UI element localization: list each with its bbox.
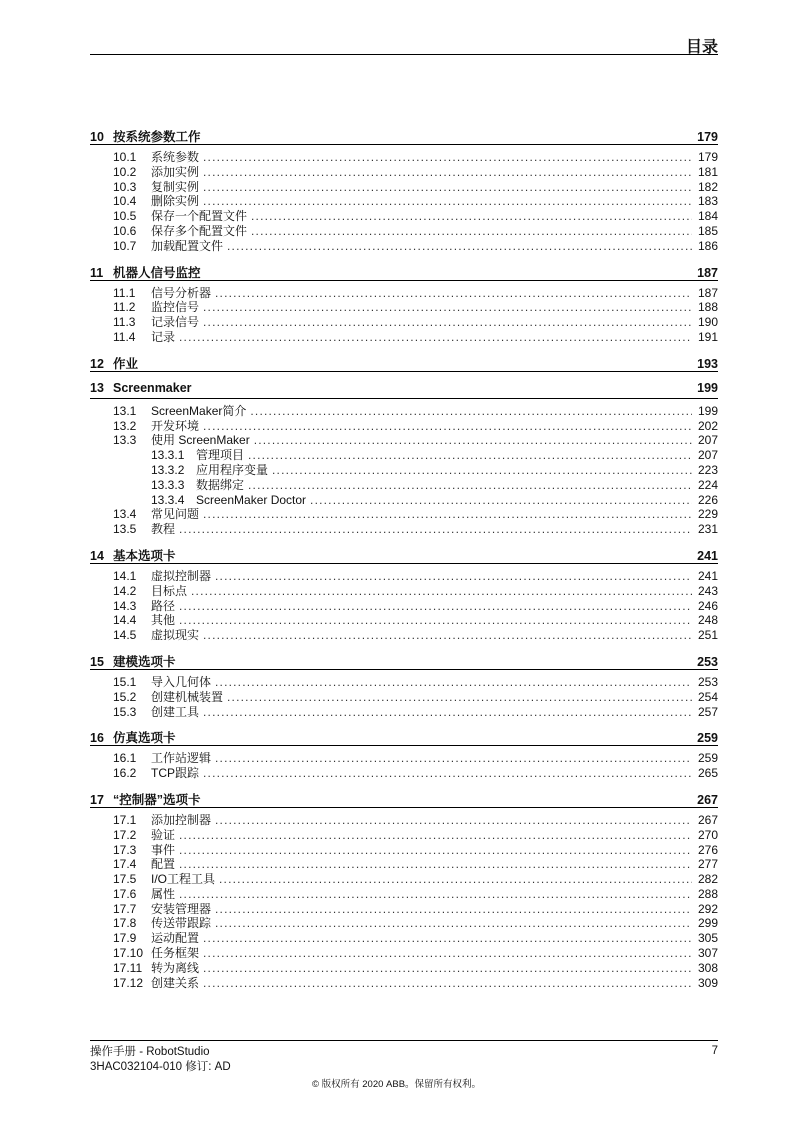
entry-title: 其他	[151, 613, 176, 628]
entry-title: 保存多个配置文件	[151, 223, 248, 238]
toc-entry-link[interactable]	[90, 843, 718, 858]
entry-title: I/O工程工具	[151, 872, 216, 887]
entry-page: 305	[697, 931, 718, 946]
entry-page: 188	[697, 300, 718, 315]
entry-page: 185	[697, 223, 718, 238]
toc-entry-link[interactable]	[90, 239, 718, 254]
entry-page: 202	[697, 418, 718, 433]
entry-title: 目标点	[151, 583, 188, 598]
chapter-title: 作业	[113, 356, 139, 371]
entry-number: 11.2	[113, 300, 136, 315]
toc-entry-link[interactable]	[90, 584, 718, 599]
chapter-number: 12	[90, 356, 104, 371]
toc-entry-link[interactable]	[90, 300, 718, 315]
dot-leader	[179, 843, 692, 858]
entry-page: 243	[697, 583, 718, 598]
entry-title: 监控信号	[151, 300, 200, 315]
toc-entry-link[interactable]	[90, 902, 718, 917]
toc-entry-link[interactable]	[90, 613, 718, 628]
dot-leader	[179, 828, 692, 843]
toc-entry-link[interactable]	[90, 224, 718, 239]
entry-page: 246	[697, 598, 718, 613]
chapter-number: 17	[90, 792, 104, 807]
chapter-number: 13	[90, 380, 104, 395]
toc-entry-link[interactable]	[90, 946, 718, 961]
toc-entry-link[interactable]	[90, 599, 718, 614]
toc-entry-link[interactable]	[90, 522, 718, 537]
chapter-heading-link[interactable]	[90, 790, 718, 808]
entry-number: 15.3	[113, 704, 137, 719]
toc-entry-link[interactable]	[90, 448, 718, 463]
copyright-notice: © 版权所有 2020 ABB。保留所有权利。	[311, 1079, 482, 1090]
entry-title: ScreenMaker Doctor	[196, 492, 307, 507]
dot-leader	[203, 961, 692, 976]
entry-page: 181	[697, 164, 718, 179]
entry-title: 创建关系	[151, 975, 200, 990]
document-id: 3HAC032104-010 修订: AD	[90, 1061, 231, 1073]
dot-leader	[215, 751, 692, 766]
entry-number: 15.2	[113, 689, 137, 704]
chapter-title: 按系统参数工作	[113, 130, 201, 144]
entry-number: 17.8	[113, 916, 137, 931]
entry-title: 加载配置文件	[151, 238, 224, 253]
dot-leader	[203, 180, 692, 195]
toc-entry-link[interactable]	[90, 857, 718, 872]
entry-page: 276	[697, 842, 718, 857]
toc-entry-link[interactable]	[90, 690, 718, 705]
entry-page: 292	[697, 901, 718, 916]
entry-title: 管理项目	[196, 448, 245, 463]
toc-entry-link[interactable]	[90, 433, 718, 448]
toc-chapter	[90, 728, 718, 781]
manual-title: 操作手册 - RobotStudio	[90, 1046, 210, 1058]
entry-number: 10.6	[113, 223, 137, 238]
dot-leader	[203, 315, 692, 330]
entry-title: 事件	[151, 842, 176, 857]
entry-page: 182	[697, 179, 718, 194]
entry-page: 270	[697, 827, 718, 842]
entry-number: 17.10	[113, 946, 144, 961]
toc-chapter	[90, 354, 718, 372]
chapter-heading-link[interactable]	[90, 652, 718, 670]
entry-number: 14.1	[113, 568, 137, 583]
entry-page: 307	[697, 946, 718, 961]
entry-title: 信号分析器	[151, 285, 212, 300]
chapter-title: 建模选项卡	[113, 654, 176, 669]
toc-entry-link[interactable]	[90, 493, 718, 508]
entry-title: 虚拟控制器	[151, 568, 212, 583]
entry-page: 241	[697, 568, 718, 583]
entry-title: 任务框架	[151, 946, 200, 961]
entry-title: 系统参数	[151, 150, 200, 164]
toc-chapter	[90, 263, 718, 345]
entry-number: 17.3	[113, 842, 137, 857]
page-header	[90, 30, 718, 55]
entry-title: 应用程序变量	[196, 462, 269, 477]
entry-page: 229	[697, 507, 718, 522]
entry-page: 248	[697, 613, 718, 628]
entry-number: 14.2	[113, 583, 137, 598]
entry-title: 开发环境	[151, 418, 200, 433]
dot-leader	[215, 813, 692, 828]
dot-leader	[215, 286, 692, 301]
entry-title: 配置	[151, 857, 176, 872]
chapter-title: 机器人信号监控	[113, 265, 201, 280]
entry-page: 282	[697, 872, 718, 887]
table-of-contents	[90, 127, 718, 999]
entry-title: 创建机械装置	[151, 689, 224, 704]
dot-leader	[203, 150, 692, 165]
entry-number: 17.11	[113, 960, 143, 975]
chapter-heading-link[interactable]	[90, 263, 718, 281]
entry-number: 17.9	[113, 931, 137, 946]
entry-number: 15.1	[113, 674, 137, 689]
entry-page: 254	[697, 689, 718, 704]
toc-chapter	[90, 127, 718, 254]
dot-leader	[203, 419, 692, 434]
toc-entry-link[interactable]	[90, 887, 718, 902]
entry-number: 16.2	[113, 766, 137, 781]
dot-leader	[203, 976, 692, 991]
toc-entry-link[interactable]	[90, 150, 718, 165]
entry-title: 记录	[151, 329, 176, 344]
toc-entry-link[interactable]	[90, 628, 718, 643]
chapter-page: 259	[697, 731, 718, 746]
toc-chapter	[90, 546, 718, 643]
entry-title: 属性	[151, 886, 176, 901]
entry-number: 11.4	[113, 329, 136, 344]
entry-number: 17.4	[113, 857, 137, 872]
chapter-title: 仿真选项卡	[113, 731, 176, 746]
entry-number: 13.3	[113, 433, 137, 448]
entry-number: 11.1	[113, 285, 136, 300]
entry-number: 17.12	[113, 975, 144, 990]
entry-page: 224	[697, 477, 718, 492]
entry-page: 253	[697, 674, 718, 689]
dot-leader	[179, 599, 692, 614]
entry-title: 复制实例	[151, 179, 200, 194]
footer-info	[90, 1045, 231, 1075]
chapter-page: 253	[697, 654, 718, 669]
toc-entry-link[interactable]	[90, 976, 718, 991]
entry-page: 184	[697, 209, 718, 224]
chapter-heading-link[interactable]	[90, 381, 718, 399]
toc-entry-link[interactable]	[90, 766, 718, 781]
entry-title: 运动配置	[151, 931, 200, 946]
toc-entry-link[interactable]	[90, 180, 718, 195]
entry-number: 10.1	[113, 150, 137, 164]
entry-title: 数据绑定	[196, 477, 245, 492]
toc-entry-link[interactable]	[90, 286, 718, 301]
footer-rule	[90, 1040, 718, 1042]
chapter-number: 11	[90, 265, 104, 280]
entry-number: 14.4	[113, 613, 137, 628]
dot-leader	[203, 766, 692, 781]
dot-leader	[203, 194, 692, 209]
entry-page: 309	[697, 975, 718, 990]
entry-page: 199	[697, 403, 718, 418]
entry-number: 10.3	[113, 179, 137, 194]
chapter-page: 179	[697, 130, 718, 144]
entry-title: 转为离线	[151, 960, 200, 975]
chapter-title: “控制器”选项卡	[113, 792, 201, 807]
entry-number: 10.2	[113, 164, 137, 179]
toc-entry-link[interactable]	[90, 209, 718, 224]
entry-number: 13.1	[113, 403, 137, 418]
toc-entry-link[interactable]	[90, 165, 718, 180]
entry-title: ScreenMaker简介	[151, 403, 247, 418]
toc-chapter	[90, 381, 718, 537]
toc-entry-link[interactable]	[90, 463, 718, 478]
entry-page: 267	[697, 812, 718, 827]
dot-leader	[191, 584, 692, 599]
entry-title: 验证	[151, 827, 176, 842]
entry-number: 17.7	[113, 901, 137, 916]
dot-leader	[310, 493, 692, 508]
entry-page: 259	[697, 751, 718, 766]
dot-leader	[219, 872, 692, 887]
entry-page: 257	[697, 704, 718, 719]
entry-number: 13.4	[113, 507, 137, 522]
dot-leader	[272, 463, 692, 478]
dot-leader	[254, 433, 692, 448]
entry-number: 14.5	[113, 628, 137, 643]
chapter-number: 15	[90, 654, 104, 669]
entry-page: 190	[697, 315, 718, 330]
entry-title: 添加控制器	[151, 812, 212, 827]
entry-number: 10.4	[113, 194, 137, 209]
toc-chapter	[90, 652, 718, 719]
toc-entry-link[interactable]	[90, 330, 718, 345]
toc-entry-link[interactable]	[90, 507, 718, 522]
toc-entry-link[interactable]	[90, 813, 718, 828]
page-title: 目录	[685, 39, 718, 56]
chapter-page: 199	[697, 380, 718, 395]
toc-entry-link[interactable]	[90, 478, 718, 493]
entry-page: 191	[697, 329, 718, 344]
entry-number: 10.7	[113, 238, 137, 253]
chapter-page: 193	[697, 356, 718, 371]
toc-chapter	[90, 790, 718, 991]
entry-number: 13.2	[113, 418, 137, 433]
entry-page: 226	[697, 492, 718, 507]
entry-title: 记录信号	[151, 315, 200, 330]
dot-leader	[251, 224, 692, 239]
toc-entry-link[interactable]	[90, 931, 718, 946]
dot-leader	[203, 705, 692, 720]
dot-leader	[227, 239, 692, 254]
entry-page: 288	[697, 886, 718, 901]
entry-page: 207	[697, 433, 718, 448]
toc-entry-link[interactable]	[90, 419, 718, 434]
toc-entry-link[interactable]	[90, 569, 718, 584]
chapter-number: 16	[90, 731, 104, 746]
entry-page: 223	[697, 462, 718, 477]
dot-leader	[203, 507, 692, 522]
dot-leader	[248, 448, 692, 463]
entry-title: 使用 ScreenMaker	[151, 433, 250, 448]
entry-number: 16.1	[113, 751, 137, 766]
dot-leader	[179, 613, 692, 628]
dot-leader	[203, 165, 692, 180]
chapter-page: 187	[697, 265, 718, 280]
dot-leader	[227, 690, 692, 705]
chapter-title: Screenmaker	[113, 380, 192, 395]
chapter-number: 14	[90, 548, 104, 563]
toc-entry-link[interactable]	[90, 872, 718, 887]
toc-entry-link[interactable]	[90, 916, 718, 931]
entry-number: 13.3.2	[151, 462, 185, 477]
entry-title: 教程	[151, 522, 176, 537]
entry-page: 277	[697, 857, 718, 872]
toc-entry-link[interactable]	[90, 194, 718, 209]
entry-number: 13.3.1	[151, 448, 185, 463]
entry-number: 10.5	[113, 209, 137, 224]
toc-entry-link[interactable]	[90, 675, 718, 690]
entry-page: 299	[697, 916, 718, 931]
entry-page: 183	[697, 194, 718, 209]
dot-leader	[251, 209, 692, 224]
toc-entry-link[interactable]	[90, 705, 718, 720]
chapter-page: 241	[697, 548, 718, 563]
entry-title: 安装管理器	[151, 901, 212, 916]
entry-page: 187	[697, 285, 718, 300]
entry-title: 虚拟现实	[151, 628, 200, 643]
entry-title: 创建工具	[151, 704, 200, 719]
entry-number: 13.3.4	[151, 492, 185, 507]
chapter-number: 10	[90, 130, 104, 144]
entry-page: 231	[697, 522, 718, 537]
entry-page: 251	[697, 628, 718, 643]
entry-title: 导入几何体	[151, 674, 212, 689]
toc-entry-link[interactable]	[90, 404, 718, 419]
entry-page: 265	[697, 766, 718, 781]
dot-leader	[203, 628, 692, 643]
dot-leader	[203, 300, 692, 315]
entry-page: 308	[697, 960, 718, 975]
entry-number: 13.5	[113, 522, 137, 537]
dot-leader	[215, 675, 692, 690]
chapter-title: 基本选项卡	[113, 548, 176, 563]
entry-number: 17.6	[113, 886, 137, 901]
toc-entry-link[interactable]	[90, 751, 718, 766]
entry-title: 保存一个配置文件	[151, 209, 248, 224]
dot-leader	[215, 902, 692, 917]
entry-number: 17.2	[113, 827, 137, 842]
entry-page: 207	[697, 448, 718, 463]
dot-leader	[203, 931, 692, 946]
entry-title: TCP跟踪	[151, 766, 200, 781]
entry-page: 179	[697, 150, 718, 164]
entry-number: 11.3	[113, 315, 136, 330]
dot-leader	[250, 404, 692, 419]
dot-leader	[179, 522, 692, 537]
entry-number: 17.5	[113, 872, 137, 887]
entry-title: 传送带跟踪	[151, 916, 212, 931]
entry-title: 路径	[151, 598, 176, 613]
dot-leader	[179, 857, 692, 872]
entry-page: 186	[697, 238, 718, 253]
chapter-heading-link[interactable]	[90, 546, 718, 564]
entry-number: 17.1	[113, 812, 137, 827]
entry-title: 删除实例	[151, 194, 200, 209]
dot-leader	[215, 916, 692, 931]
chapter-heading-link[interactable]	[90, 728, 718, 746]
dot-leader	[215, 569, 692, 584]
chapter-heading-link[interactable]	[90, 354, 718, 372]
entry-number: 13.3.3	[151, 477, 185, 492]
toc-entry-link[interactable]	[90, 315, 718, 330]
dot-leader	[179, 330, 692, 345]
dot-leader	[203, 946, 692, 961]
chapter-page: 267	[697, 792, 718, 807]
entry-title: 常见问题	[151, 507, 200, 522]
entry-number: 14.3	[113, 598, 137, 613]
page-number: 7	[711, 1045, 718, 1057]
dot-leader	[248, 478, 692, 493]
entry-title: 工作站逻辑	[151, 751, 212, 766]
toc-entry-link[interactable]	[90, 828, 718, 843]
dot-leader	[179, 887, 692, 902]
toc-entry-link[interactable]	[90, 961, 718, 976]
chapter-heading-link[interactable]	[90, 127, 718, 145]
entry-title: 添加实例	[151, 164, 200, 179]
